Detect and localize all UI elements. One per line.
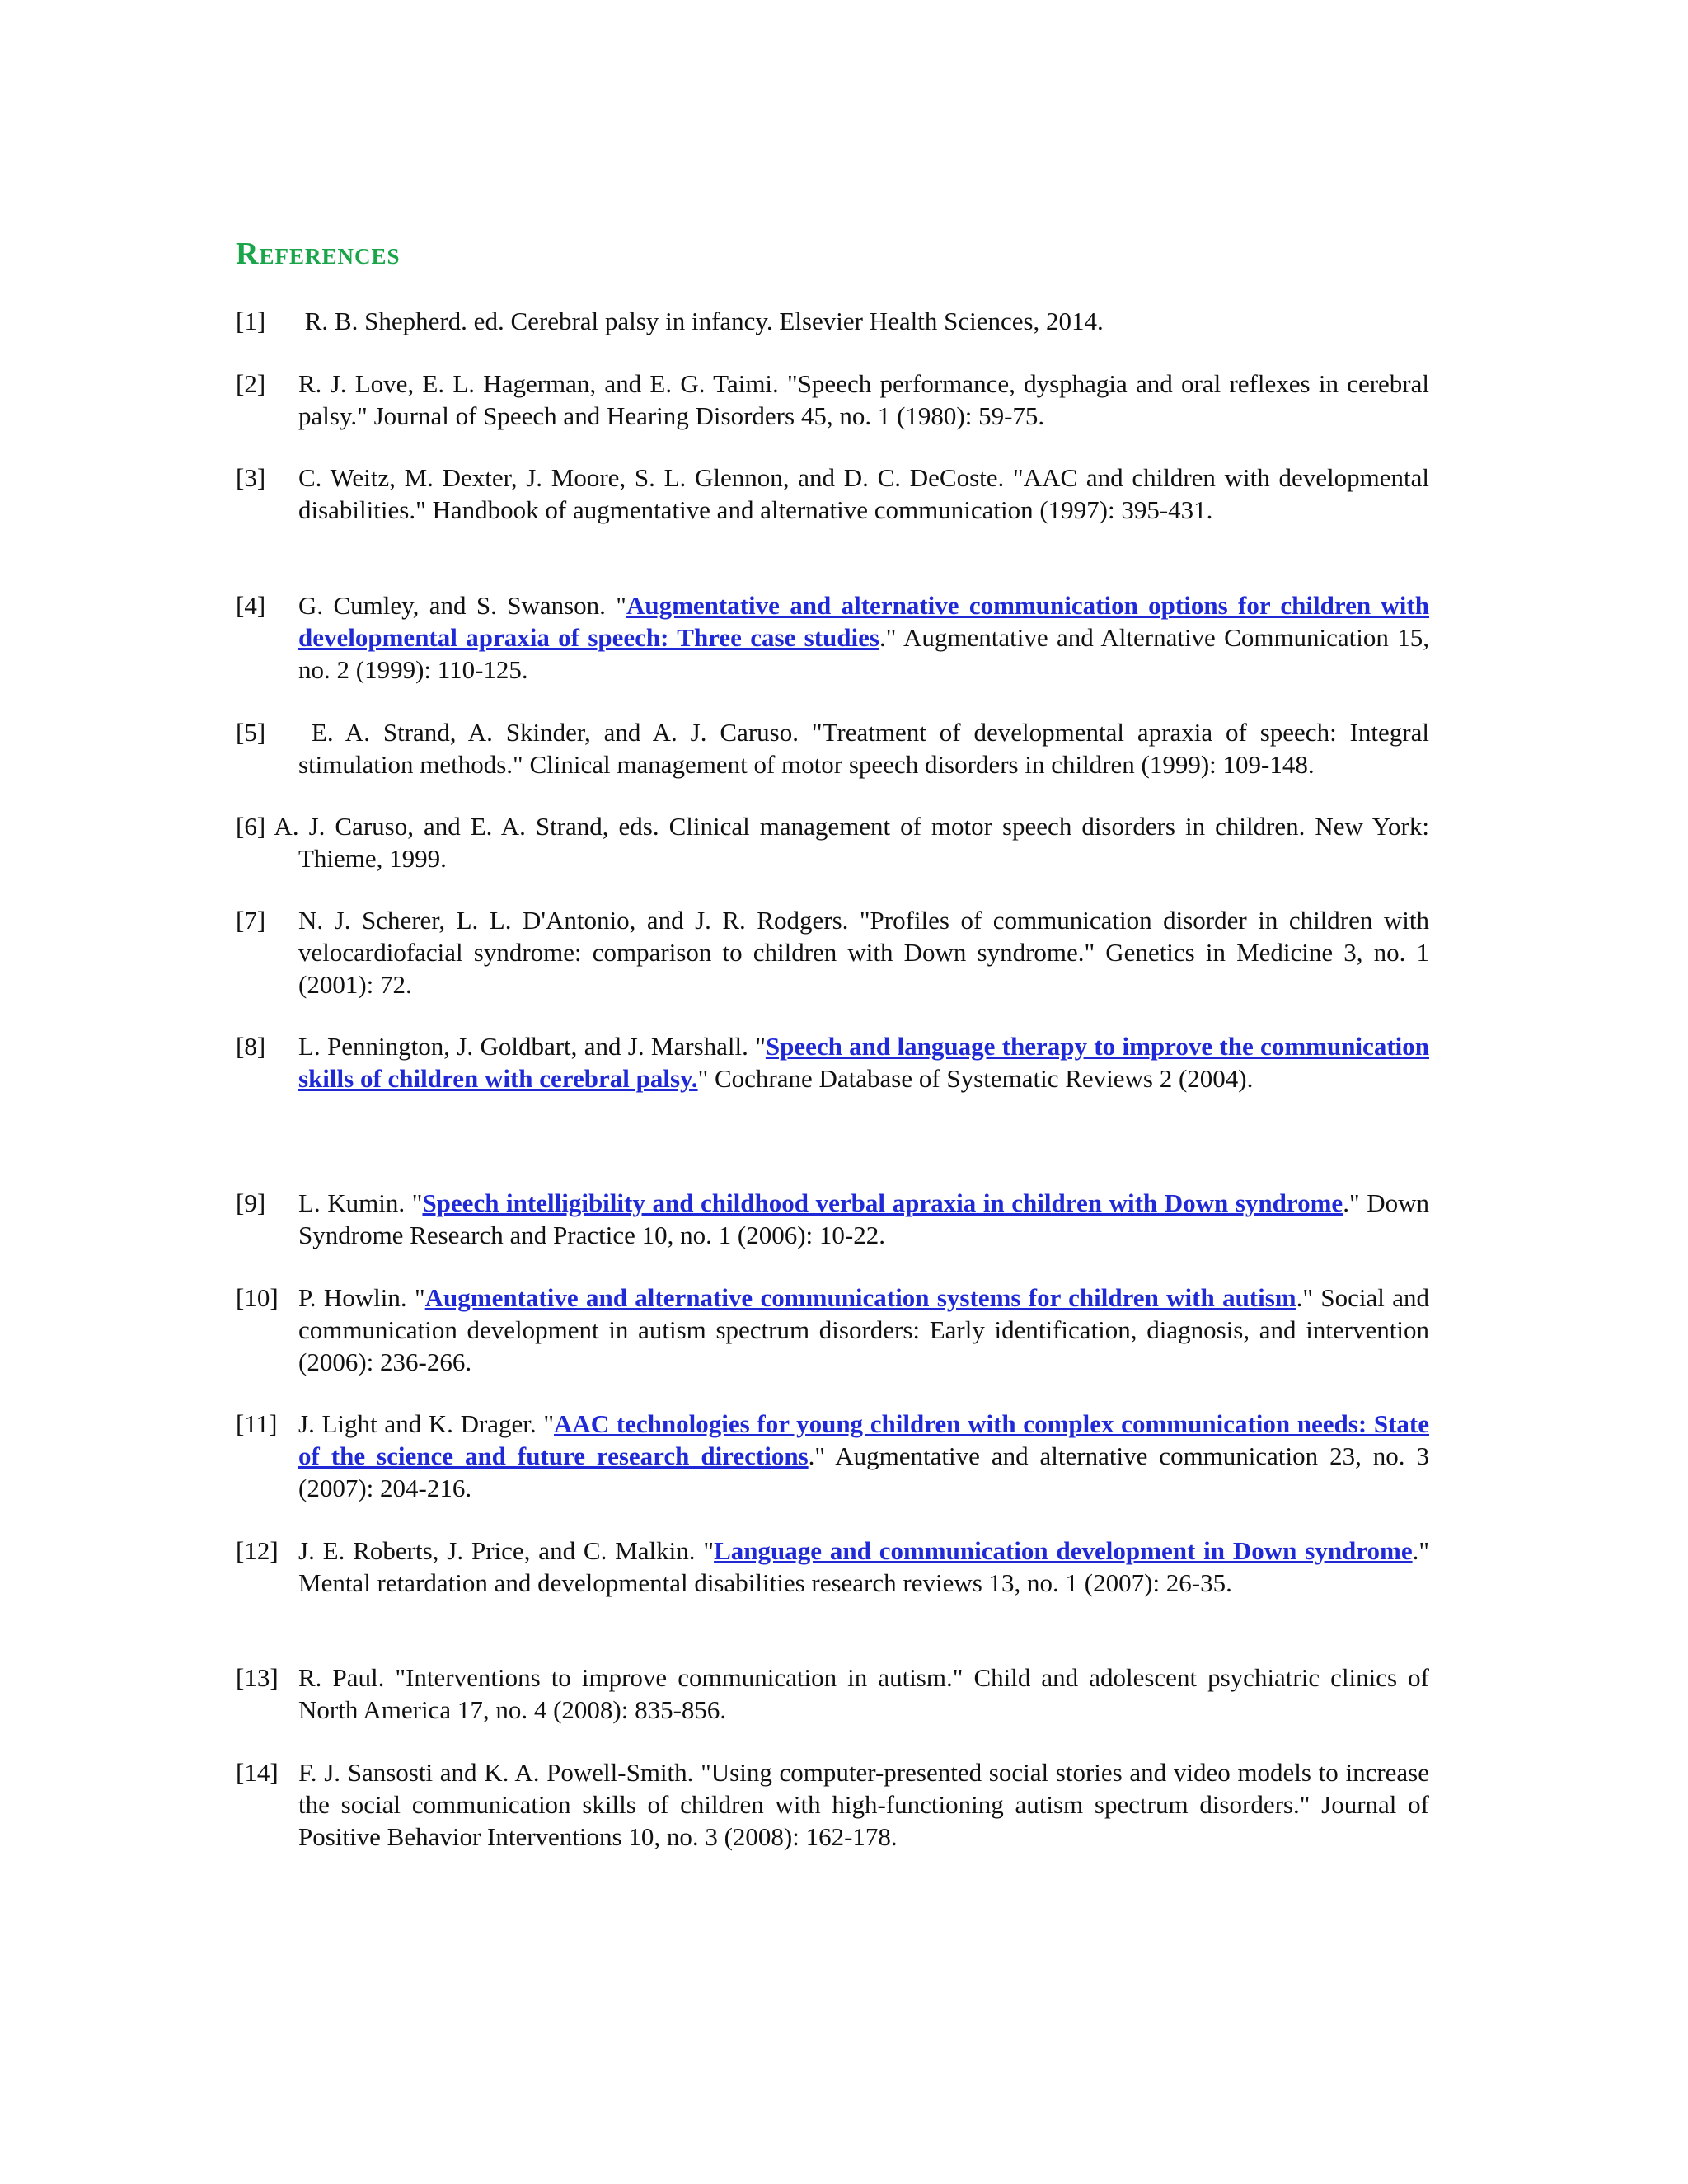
reference-text: C. Weitz, M. Dexter, J. Moore, S. L. Glennon, and D. C. DeCoste. "AAC and children with developmental disabilities." Handbook of augmentative and alternative communication (1997): 395-431. (298, 463, 1429, 524)
reference-2 (236, 368, 1429, 432)
reference-text: R. B. Shepherd. ed. Cerebral palsy in infancy. Elsevier Health Sciences, 2014. (298, 307, 1104, 335)
reference-4 (236, 589, 1429, 686)
reference-text: J. Light and K. Drager. "AAC technologies for young children with complex communication needs: State of the science and future research directions." Augmentative and alternative communication 23, no. 3 (2007): 204-216. (298, 1409, 1429, 1502)
reference-6 (236, 810, 1429, 874)
reference-text: N. J. Scherer, L. L. D'Antonio, and J. R. Rodgers. "Profiles of communication disorder in children with velocardiofacial syndrome: comparison to children with Down syndrome." Genetics in Medicine 3, no. 1 (2001): 72. (298, 906, 1429, 999)
reference-link[interactable]: Speech and language therapy to improve the communication skills of children with cerebral palsy. (298, 1032, 1429, 1093)
reference-text: R. Paul. "Interventions to improve communication in autism." Child and adolescent psychiatric clinics of North America 17, no. 4 (2008): 835-856. (298, 1663, 1429, 1724)
reference-link[interactable]: Speech intelligibility and childhood verbal apraxia in children with Down syndrome (422, 1188, 1343, 1217)
reference-link[interactable]: Augmentative and alternative communication systems for children with autism (424, 1283, 1296, 1312)
reference-5 (236, 716, 1429, 780)
reference-number: [9] (236, 1188, 266, 1217)
reference-1 (236, 305, 1429, 337)
reference-text: R. J. Love, E. L. Hagerman, and E. G. Taimi. "Speech performance, dysphagia and oral reflexes in cerebral palsy." Journal of Speech and Hearing Disorders 45, no. 1 (1980): 59-75. (298, 369, 1429, 430)
reference-text: P. Howlin. "Augmentative and alternative communication systems for children with autism." Social and communication development in autism spectrum disorders: Early identification, diagnosis, and intervention (2006): 236-266. (298, 1283, 1429, 1376)
reference-number: [8] (236, 1032, 266, 1061)
reference-number: [4] (236, 591, 266, 620)
reference-text: [6] A. J. Caruso, and E. A. Strand, eds. Clinical management of motor speech disorders in children. New York: Thieme, 1999. (236, 812, 1429, 873)
reference-link[interactable]: Language and communication development in Down syndrome (714, 1536, 1413, 1565)
reference-10 (236, 1282, 1429, 1378)
reference-number: [13] (236, 1663, 279, 1692)
reference-text: G. Cumley, and S. Swanson. "Augmentative and alternative communication options for children with developmental apraxia of speech: Three case studies." Augmentative and Alternative Communication 15, no. 2 (1999): 110-125. (298, 591, 1430, 684)
reference-13 (236, 1661, 1429, 1726)
reference-7 (236, 904, 1429, 1001)
reference-8 (236, 1030, 1429, 1094)
reference-text: E. A. Strand, A. Skinder, and A. J. Caruso. "Treatment of developmental apraxia of speech: Integral stimulation methods." Clinical management of motor speech disorders in children (1999): 109-148. (298, 718, 1429, 779)
reference-number: [5] (236, 718, 266, 747)
references-heading: References (236, 237, 401, 271)
reference-3 (236, 462, 1429, 526)
reference-9 (236, 1187, 1429, 1251)
reference-number: [10] (236, 1283, 279, 1312)
reference-text: J. E. Roberts, J. Price, and C. Malkin. "Language and communication development in Down syndrome." Mental retardation and developmental disabilities research reviews 13, no. 1 (2007): 26-35. (298, 1536, 1429, 1597)
reference-text: L. Pennington, J. Goldbart, and J. Marshall. "Speech and language therapy to improve the communication skills of children with cerebral palsy." Cochrane Database of Systematic Reviews 2 (2004). (298, 1032, 1429, 1093)
reference-text: F. J. Sansosti and K. A. Powell-Smith. "Using computer-presented social stories and video models to increase the social communication skills of children with high-functioning autism spectrum disorders." Journal of Positive Behavior Interventions 10, no. 3 (2008): 162-178. (298, 1758, 1429, 1851)
reference-text: L. Kumin. "Speech intelligibility and childhood verbal apraxia in children with Down syndrome." Down Syndrome Research and Practice 10, no. 1 (2006): 10-22. (298, 1188, 1429, 1249)
reference-number: [3] (236, 463, 266, 492)
reference-number: [7] (236, 906, 266, 935)
reference-number: [1] (236, 307, 266, 335)
reference-12 (236, 1535, 1429, 1599)
reference-number: [11] (236, 1409, 278, 1438)
reference-link[interactable]: AAC technologies for young children with complex communication needs: State of the science and future research directions (298, 1409, 1429, 1470)
reference-number: [2] (236, 369, 266, 398)
reference-number: [14] (236, 1758, 279, 1787)
reference-11 (236, 1408, 1429, 1504)
reference-link[interactable]: Augmentative and alternative communication options for children with developmental apraxia of speech: Three case studies (298, 591, 1429, 652)
reference-14 (236, 1756, 1429, 1853)
reference-number: [12] (236, 1536, 279, 1565)
